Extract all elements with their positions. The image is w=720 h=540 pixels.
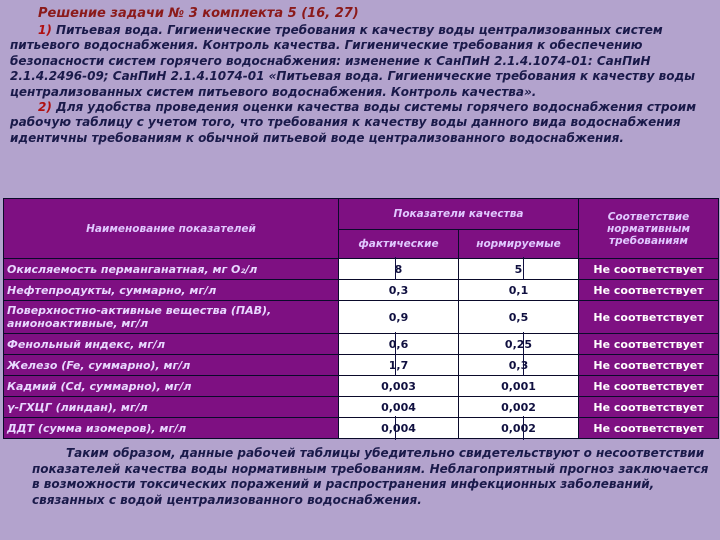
compliance-status: Не соответствует (579, 376, 719, 397)
indicator-name: Окисляемость перманганатная, мг О₂/л (4, 259, 339, 280)
table-row (4, 418, 719, 439)
conclusion-paragraph: Таким образом, данные рабочей таблицы убедительно свидетельствуют о несоответствии показателей качества воды нормативным требованиям. Неблагоприятный прогноз заключается в возможности токсических поражений и распространения инфекционных заболеваний, связанных с водой централизованного водоснабжения. (32, 446, 709, 507)
normative-value: 0,25 (459, 334, 579, 355)
indicator-name: Поверхностно-активные вещества (ПАВ), анионоактивные, мг/л (4, 301, 339, 334)
quality-table (3, 198, 719, 439)
header-quality-indicators: Показатели качества (339, 199, 579, 230)
actual-value: 8 (339, 259, 459, 280)
indicator-name: γ-ГХЦГ (линдан), мг/л (4, 397, 339, 418)
compliance-status: Не соответствует (579, 301, 719, 334)
normative-value: 0,1 (459, 280, 579, 301)
conclusion-text (32, 446, 712, 508)
table-row (4, 355, 719, 376)
compliance-status: Не соответствует (579, 334, 719, 355)
indicator-name: Кадмий (Cd, суммарно), мг/л (4, 376, 339, 397)
actual-value: 0,3 (339, 280, 459, 301)
compliance-status: Не соответствует (579, 418, 719, 439)
paragraph-text-2: Для удобства проведения оценки качества воды системы горячего водоснабжения строим рабочую таблицу с учетом того, что требования к качеству воды данного вида водоснабжения идентичны требованиям к обычной питьевой воде централизованного водоснабжения. (10, 100, 697, 145)
indicator-name: ДДТ (сумма изомеров), мг/л (4, 418, 339, 439)
normative-value: 0,001 (459, 376, 579, 397)
actual-value: 0,004 (339, 397, 459, 418)
compliance-status: Не соответствует (579, 280, 719, 301)
table-row (4, 334, 719, 355)
actual-value: 0,6 (339, 334, 459, 355)
paragraph-number-1: 1) (38, 23, 52, 37)
normative-value: 0,002 (459, 397, 579, 418)
table-row (4, 301, 719, 334)
table-row (4, 280, 719, 301)
table-row (4, 376, 719, 397)
intro-paragraph-2 (10, 100, 710, 146)
table-row (4, 259, 719, 280)
header-normative: нормируемые (459, 230, 579, 259)
header-indicator-name: Наименование показателей (4, 199, 339, 259)
indicator-name: Фенольный индекс, мг/л (4, 334, 339, 355)
intro-paragraph-1 (10, 23, 710, 100)
actual-value: 0,004 (339, 418, 459, 439)
header-actual: фактические (339, 230, 459, 259)
compliance-status: Не соответствует (579, 259, 719, 280)
normative-value: 0,3 (459, 355, 579, 376)
normative-value: 0,5 (459, 301, 579, 334)
header-compliance: Соответствие нормативным требованиям (579, 199, 719, 259)
intro-text (10, 23, 710, 146)
actual-value: 0,003 (339, 376, 459, 397)
paragraph-number-2: 2) (38, 100, 52, 115)
indicator-name: Железо (Fe, суммарно), мг/л (4, 355, 339, 376)
actual-value: 0,9 (339, 301, 459, 334)
compliance-status: Не соответствует (579, 397, 719, 418)
paragraph-text-1: Питьевая вода. Гигиенические требования к качеству воды централизованных систем питьевого водоснабжения. Контроль качества. Гигиенические требования к обеспечению безопасности систем горячего водоснабжения: изменение к СанПиН 2.1.4.1074-01: СанПиН 2.1.4.2496-09; СанПиН 2.1.4.1074-01 «Питьевая вода. Гигиенические требования к качеству воды централизованных систем питьевого водоснабжения. Контроль качества». (10, 23, 695, 99)
slide-title: Решение задачи № 3 комплекта 5 (16, 27) (38, 6, 359, 21)
indicator-name: Нефтепродукты, суммарно, мг/л (4, 280, 339, 301)
table-row (4, 397, 719, 418)
actual-value: 1,7 (339, 355, 459, 376)
normative-value: 5 (459, 259, 579, 280)
normative-value: 0,002 (459, 418, 579, 439)
compliance-status: Не соответствует (579, 355, 719, 376)
